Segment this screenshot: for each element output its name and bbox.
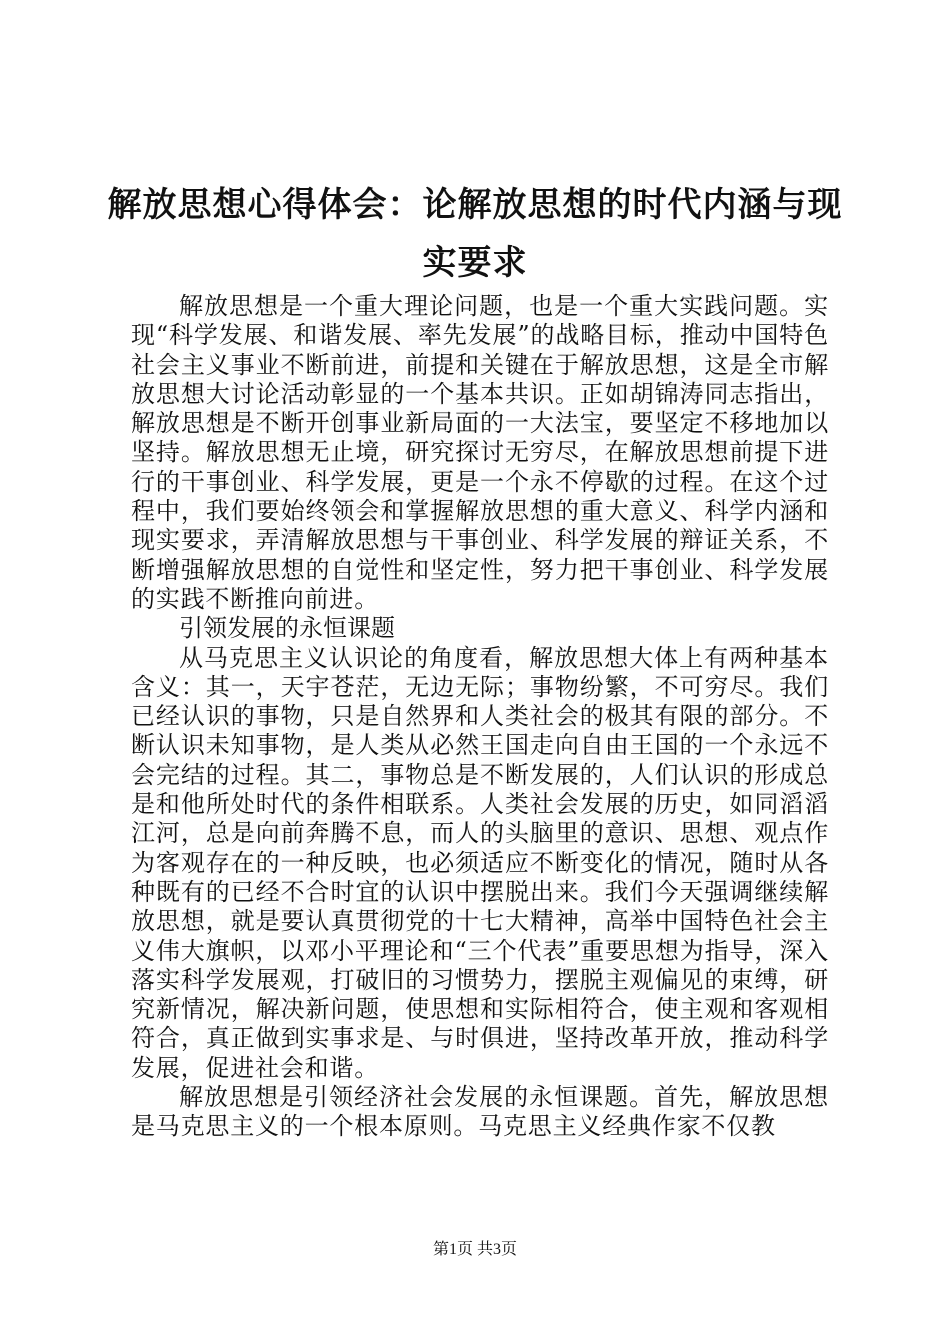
document-body xyxy=(131,292,829,1142)
body-paragraph: 解放思想是引领经济社会发展的永恒课题。首先，解放思想是马克思主义的一个根本原则。马克思主义经典作家不仅教 xyxy=(131,1083,829,1141)
page-number-footer: 第1页 共3页 xyxy=(432,1241,517,1258)
section-heading: 引领发展的永恒课题 xyxy=(179,614,395,643)
document-title: 解放思想心得体会：论解放思想的时代内涵与现实要求 xyxy=(107,185,843,283)
body-paragraph: 从马克思主义认识论的角度看，解放思想大体上有两种基本含义：其一，天宇苍茫，无边无际；事物纷繁，不可穷尽。我们已经认识的事物，只是自然界和人类社会的极其有限的部分。不断认识未知事物，是人类从必然王国走向自由王国的一个永远不会完结的过程。其二，事物总是不断发展的，人们认识的形成总是和他所处时代的条件相联系。人类社会发展的历史，如同滔滔江河，总是向前奔腾不息，而人的头脑里的意识、思想、观点作为客观存在的一种反映，也必须适应不断变化的情况，随时从各种既有的已经不合时宜的认识中摆脱出来。我们今天强调继续解放思想，就是要认真贯彻党的十七大精神，高举中国特色社会主义伟大旗帜，以邓小平理论和“三个代表”重要思想为指导，深入落实科学发展观，打破旧的习惯势力，摆脱主观偏见的束缚，研究新情况，解决新问题，使思想和实际相符合，使主观和客观相符合，真正做到实事求是、与时俱进，坚持改革开放，推动科学发展，促进社会和谐。 xyxy=(131,643,829,1082)
body-paragraph: 解放思想是一个重大理论问题，也是一个重大实践问题。实现“科学发展、和谐发展、率先发展”的战略目标，推动中国特色社会主义事业不断前进，前提和关键在于解放思想，这是全市解放思想大讨论活动彰显的一个基本共识。正如胡锦涛同志指出，解放思想是不断开创事业新局面的一大法宝，要坚定不移地加以坚持。解放思想无止境，研究探讨无穷尽，在解放思想前提下进行的干事创业、科学发展，更是一个永不停歇的过程。在这个过程中，我们要始终领会和掌握解放思想的重大意义、科学内涵和现实要求，弄清解放思想与干事创业、科学发展的辩证关系，不断增强解放思想的自觉性和坚定性，努力把干事创业、科学发展的实践不断推向前进。 xyxy=(131,292,829,613)
